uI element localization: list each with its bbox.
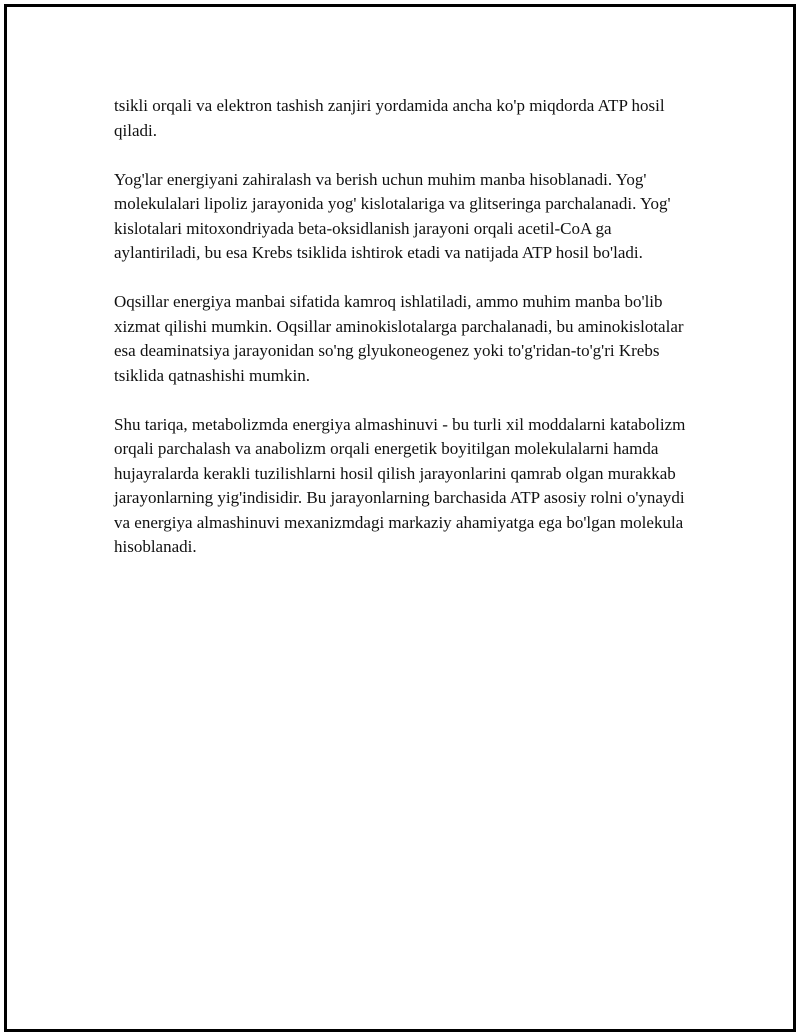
paragraph-atp-continuation: tsikli orqali va elektron tashish zanjiri yordamida ancha ko'p miqdorda ATP hosil qiladi. bbox=[114, 96, 665, 140]
paragraph-fats: Yog'lar energiyani zahiralash va berish uchun muhim manba hisoblanadi. Yog' molekulalari lipoliz jarayonida yog' kislotalariga va glitseringa parchalanadi. Yog' kislotalari mitoxondriyada beta-oksidlanish jarayoni orqali acetil-CoA ga aylantiriladi, bu esa Krebs tsiklida ishtirok etadi va natijada ATP hosil bo'ladi. bbox=[114, 169, 671, 262]
paragraph-conclusion: Shu tariqa, metabolizmda energiya almashinuvi - bu turli xil moddalarni katabolizm orqali parchalash va anabolizm orqali energetik boyitilgan molekulalarni hamda hujayralarda kerakli tuzilishlarni hosil qilish jarayonlarini qamrab olgan murakkab jarayonlarning yig'indisidir. Bu jarayonlarning barchasida ATP asosiy rolni o'ynaydi va energiya almashinuvi mexanizmdagi markaziy ahamiyatga ega bo'lgan molekula hisoblanadi. bbox=[114, 414, 686, 556]
document-body bbox=[114, 94, 689, 584]
paragraph-proteins: Oqsillar energiya manbai sifatida kamroq ishlatiladi, ammo muhim manba bo'lib xizmat qilishi mumkin. Oqsillar aminokislotalarga parchalanadi, bu aminokislotalar esa deaminatsiya jarayonidan so'ng glyukoneogenez yoki to'g'ridan-to'g'ri Krebs tsiklida qatnashishi mumkin. bbox=[114, 292, 684, 385]
